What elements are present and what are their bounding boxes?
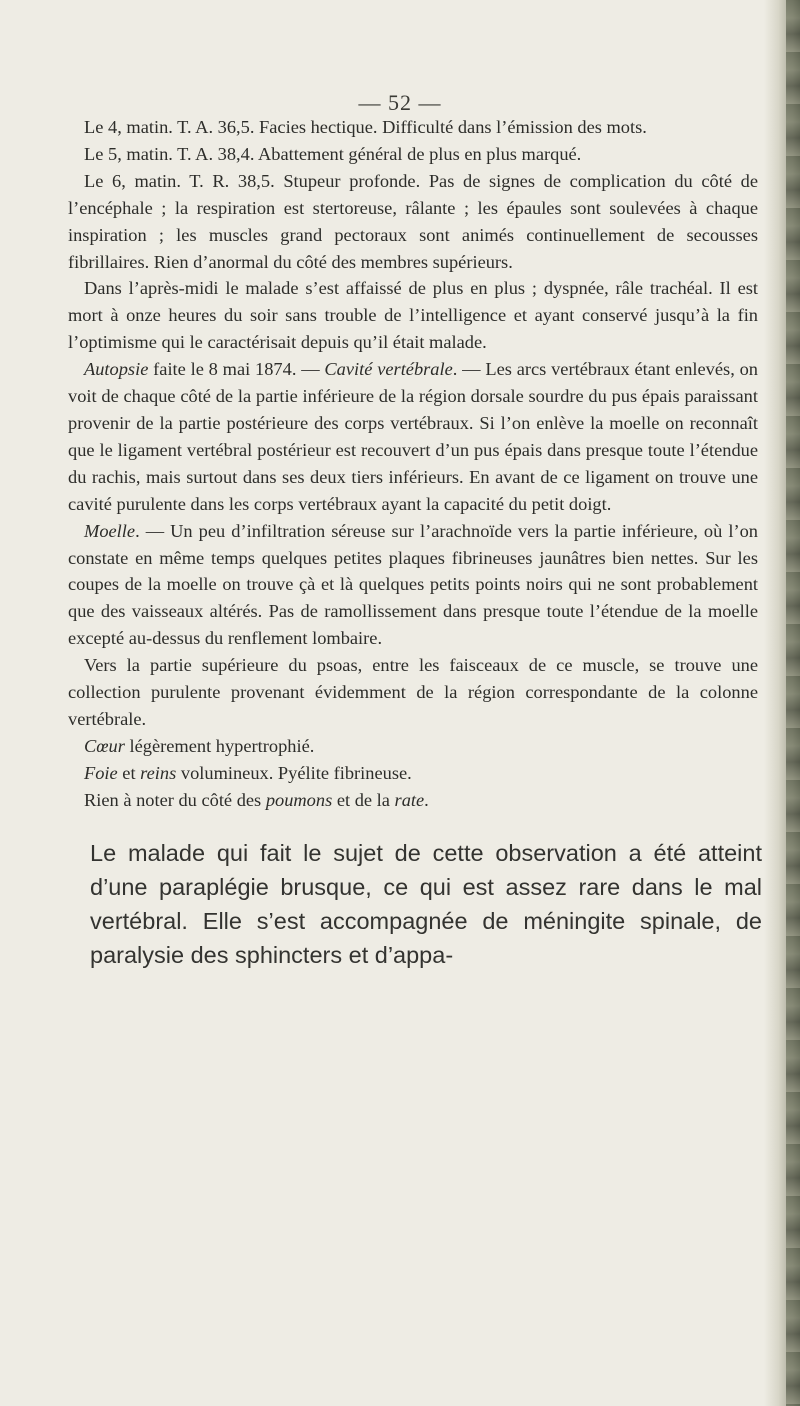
page-edge-stain [786, 0, 800, 1406]
paragraph-commentary: Le malade qui fait le sujet de cette observation a été atteint d’une paraplégie brusque, ce qui est assez rare dans le mal vertébral. Elle s’est accompagnée de méningite spinale, de paralysie des sphincters et d’appa- [90, 840, 762, 968]
foie-connector: et [117, 762, 141, 783]
paragraph-day-4: Le 4, matin. T. A. 36,5. Facies hectique. Difficulté dans l’émission des mots. [84, 117, 647, 137]
autopsie-text: . — Les arcs vertébraux étant enlevés, on voit de chaque côté de la partie inférieure de la région dorsale sourdre du pus épais paraissant provenir de la partie postérieure des corps vertébraux. Si l’on enlève la moelle on reconnaît que le ligament vertébral postérieur est recouvert d’un pus épais dans presque toute l’étendue du rachis, mais surtout dans ses deux tiers inférieurs. En avant de ce ligament on trouve une cavité purulente dans les corps vertébraux ayant la capacité du petit doigt. [68, 359, 758, 514]
observation-notes [68, 114, 758, 814]
moelle-term: Moelle [84, 520, 136, 541]
autopsie-term: Autopsie [84, 359, 149, 380]
rate-term: rate [394, 789, 425, 810]
paragraph-foie [68, 760, 758, 787]
foie-term: Foie [84, 762, 118, 783]
paragraph-rien [68, 787, 758, 814]
rien-text: Rien à noter du côté des [84, 789, 266, 810]
rien-connector: et de la [332, 789, 395, 810]
paragraph-psoas: Vers la partie supérieure du psoas, entre les faisceaux de ce muscle, se trouve une collection purulente provenant évidemment de la région correspondante de la colonne vertébrale. [68, 655, 758, 729]
paragraph-afternoon: Dans l’après-midi le malade s’est affaissé de plus en plus ; dyspnée, râle trachéal. Il est mort à onze heures du soir sans trouble de l’intelligence et ayant conservé jusqu’à la fin l’optimisme qui le caractérisait depuis qu’il était malade. [68, 278, 758, 353]
coeur-text: légèrement hypertrophié. [124, 735, 315, 756]
paragraph-moelle [68, 518, 758, 653]
paragraph-coeur [68, 733, 758, 760]
paragraph-autopsie [68, 356, 758, 517]
paragraph-day-5: Le 5, matin. T. A. 38,4. Abattement général de plus en plus marqué. [84, 143, 582, 164]
reins-term: reins [140, 762, 177, 783]
rien-end: . [424, 789, 429, 810]
cavite-vertebrale-term: Cavité vertébrale [324, 359, 453, 380]
commentary [90, 836, 762, 972]
autopsie-date: faite le 8 mai 1874. — [148, 359, 325, 380]
foie-text: volumineux. Pyélite fibrineuse. [176, 762, 412, 783]
poumons-term: poumons [265, 789, 333, 810]
paragraph-day-6: Le 6, matin. T. R. 38,5. Stupeur profonde. Pas de signes de complication du côté de l’encéphale ; la respiration est stertoreuse, râlante ; les épaules sont soulevées à chaque inspiration ; les muscles grand pectoraux sont animés continuellement de secousses fibrillaires. Rien d’anormal du côté des membres supérieurs. [68, 170, 758, 272]
coeur-term: Cœur [84, 735, 125, 756]
page-number: — 52 — [358, 90, 442, 115]
moelle-text: . — Un peu d’infiltration séreuse sur l’arachnoïde vers la partie inférieure, où l’on constate en même temps quelques petites plaques fibrineuses jaunâtres bien nettes. Sur les coupes de la moelle on trouve çà et là quelques petits points noirs qui ne sont probablement que des vaisseaux altérés. Pas de ramollissement dans presque toute l’étendue de la moelle excepté au-dessus du renflement lombaire. [68, 520, 758, 649]
